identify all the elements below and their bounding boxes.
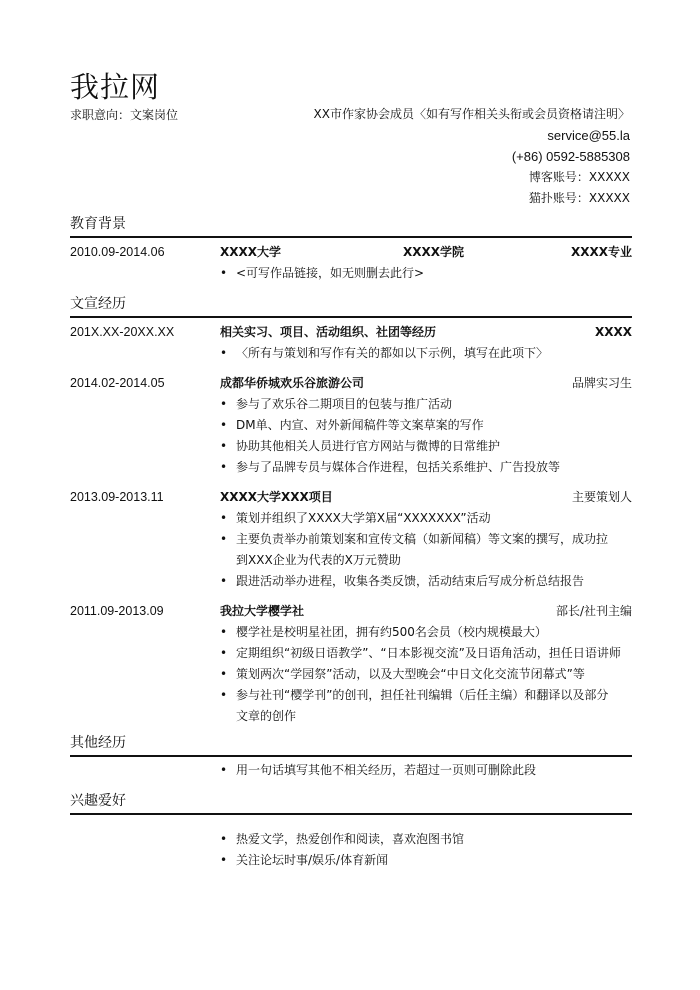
- bullet-dot: •: [220, 418, 228, 432]
- job-intent-label: 求职意向：: [70, 108, 131, 122]
- experience-date: 2011.09-2013.09: [70, 604, 164, 618]
- experience-bullets: [70, 394, 632, 478]
- experience-row: [70, 600, 632, 622]
- experience-row: [70, 372, 632, 394]
- experience-date: 2014.02-2014.05: [70, 376, 165, 390]
- bullet-dot: •: [220, 439, 228, 453]
- bullet-dot: •: [220, 460, 228, 474]
- list-item-continuation: 文章的创作: [236, 709, 297, 723]
- bullet-dot: •: [220, 688, 228, 702]
- other-section: [70, 731, 632, 781]
- experience-bullets: [70, 343, 632, 364]
- bullet-dot: •: [220, 853, 228, 867]
- experience-role: XXXX: [594, 325, 632, 339]
- experience-row: [70, 486, 632, 508]
- experience-row: [70, 321, 632, 343]
- other-bullets: [70, 760, 632, 781]
- list-item: • 樱学社是校明星社团，拥有约500名会员（校内规模最大）: [70, 622, 632, 643]
- education-school: XXXX大学: [220, 245, 282, 259]
- experience-org: 我拉大学樱学社: [220, 604, 305, 618]
- hobbies-title: 兴趣爱好: [70, 789, 632, 815]
- experience-role: 部长/社刊主编: [555, 604, 632, 618]
- membership-line: XX市作家协会成员〈如有写作相关头衔或会员资格请注明〉: [313, 107, 630, 121]
- education-row: [70, 241, 632, 263]
- list-item: • 关注论坛时事/娱乐/体育新闻: [70, 850, 632, 871]
- experience-section: [70, 292, 632, 727]
- hobbies-bullets: [70, 829, 632, 871]
- phone-line: (+86) 0592-5885308: [511, 149, 630, 164]
- bullet-dot: •: [220, 832, 228, 846]
- bullet-dot: •: [220, 574, 228, 588]
- bullet-dot: •: [220, 646, 228, 660]
- list-item-continuation: 到XXX企业为代表的X万元赞助: [236, 553, 401, 567]
- experience-date: 201X.XX-20XX.XX: [70, 325, 175, 339]
- list-item: • 用一句话填写其他不相关经历，若超过一页则可删除此段: [70, 760, 632, 781]
- job-intent-value: 文案岗位: [130, 108, 179, 122]
- list-item: • 〈所有与策划和写作有关的都如以下示例，填写在此项下〉: [70, 343, 632, 364]
- list-item: • 热爱文学，热爱创作和阅读，喜欢泡图书馆: [70, 829, 632, 850]
- bullet-dot: •: [220, 667, 228, 681]
- mop-account-line: 猫扑账号：XXXXX: [528, 191, 630, 205]
- bullet-dot: •: [220, 625, 228, 639]
- education-bullets: [70, 263, 632, 284]
- list-item: • 协助其他相关人员进行官方网站与微博的日常维护: [70, 436, 632, 457]
- education-date: 2010.09-2014.06: [70, 245, 165, 259]
- experience-title: 文宣经历: [70, 292, 632, 318]
- list-item: • <可写作品链接，如无则删去此行>: [70, 263, 632, 284]
- candidate-name: 我拉网: [70, 70, 161, 104]
- list-item: • 参与了品牌专员与媒体合作进程，包括关系维护、广告投放等: [70, 457, 632, 478]
- hobbies-section: [70, 789, 632, 871]
- experience-date: 2013.09-2013.11: [70, 490, 164, 504]
- email-line: service@55.la: [547, 128, 630, 143]
- job-intent: [70, 106, 178, 123]
- bullet-dot: •: [220, 266, 228, 280]
- list-item: • 参与了欢乐谷二期项目的包装与推广活动: [70, 394, 632, 415]
- experience-org: XXXX大学XXX项目: [220, 490, 333, 504]
- experience-bullets: [70, 508, 632, 592]
- education-title: 教育背景: [70, 212, 632, 238]
- experience-org: 成都华侨城欢乐谷旅游公司: [220, 376, 365, 390]
- list-item: • 定期组织“初级日语教学”、“日本影视交流”及日语角活动，担任日语讲师: [70, 643, 632, 664]
- education-major: XXXX专业: [570, 245, 632, 259]
- experience-bullets: [70, 622, 632, 727]
- experience-role: 品牌实习生: [571, 376, 632, 390]
- education-section: [70, 212, 632, 284]
- education-college: XXXX学院: [403, 245, 465, 259]
- list-item: • 主要负责举办前策划案和宣传文稿（如新闻稿）等文案的撰写，成功拉: [70, 529, 632, 550]
- blog-account-line: 博客账号：XXXXX: [528, 170, 630, 184]
- list-item: • 跟进活动举办进程，收集各类反馈，活动结束后写成分析总结报告: [70, 571, 632, 592]
- bullet-dot: •: [220, 532, 228, 546]
- experience-org: 相关实习、项目、活动组织、社团等经历: [220, 325, 437, 339]
- bullet-dot: •: [220, 511, 228, 525]
- other-title: 其他经历: [70, 731, 632, 757]
- experience-role: 主要策划人: [571, 490, 632, 504]
- bullet-dot: •: [220, 763, 228, 777]
- list-item: • DM单、内宣、对外新闻稿件等文案草案的写作: [70, 415, 632, 436]
- bullet-dot: •: [220, 346, 228, 360]
- list-item: • 参与社刊“樱学刊”的创刊，担任社刊编辑（后任主编）和翻译以及部分: [70, 685, 632, 706]
- bullet-dot: •: [220, 397, 228, 411]
- list-item: • 策划并组织了XXXX大学第X届“XXXXXXX”活动: [70, 508, 632, 529]
- list-item: • 策划两次“学园祭”活动，以及大型晚会“中日文化交流节闭幕式”等: [70, 664, 632, 685]
- contact-block: [314, 104, 630, 209]
